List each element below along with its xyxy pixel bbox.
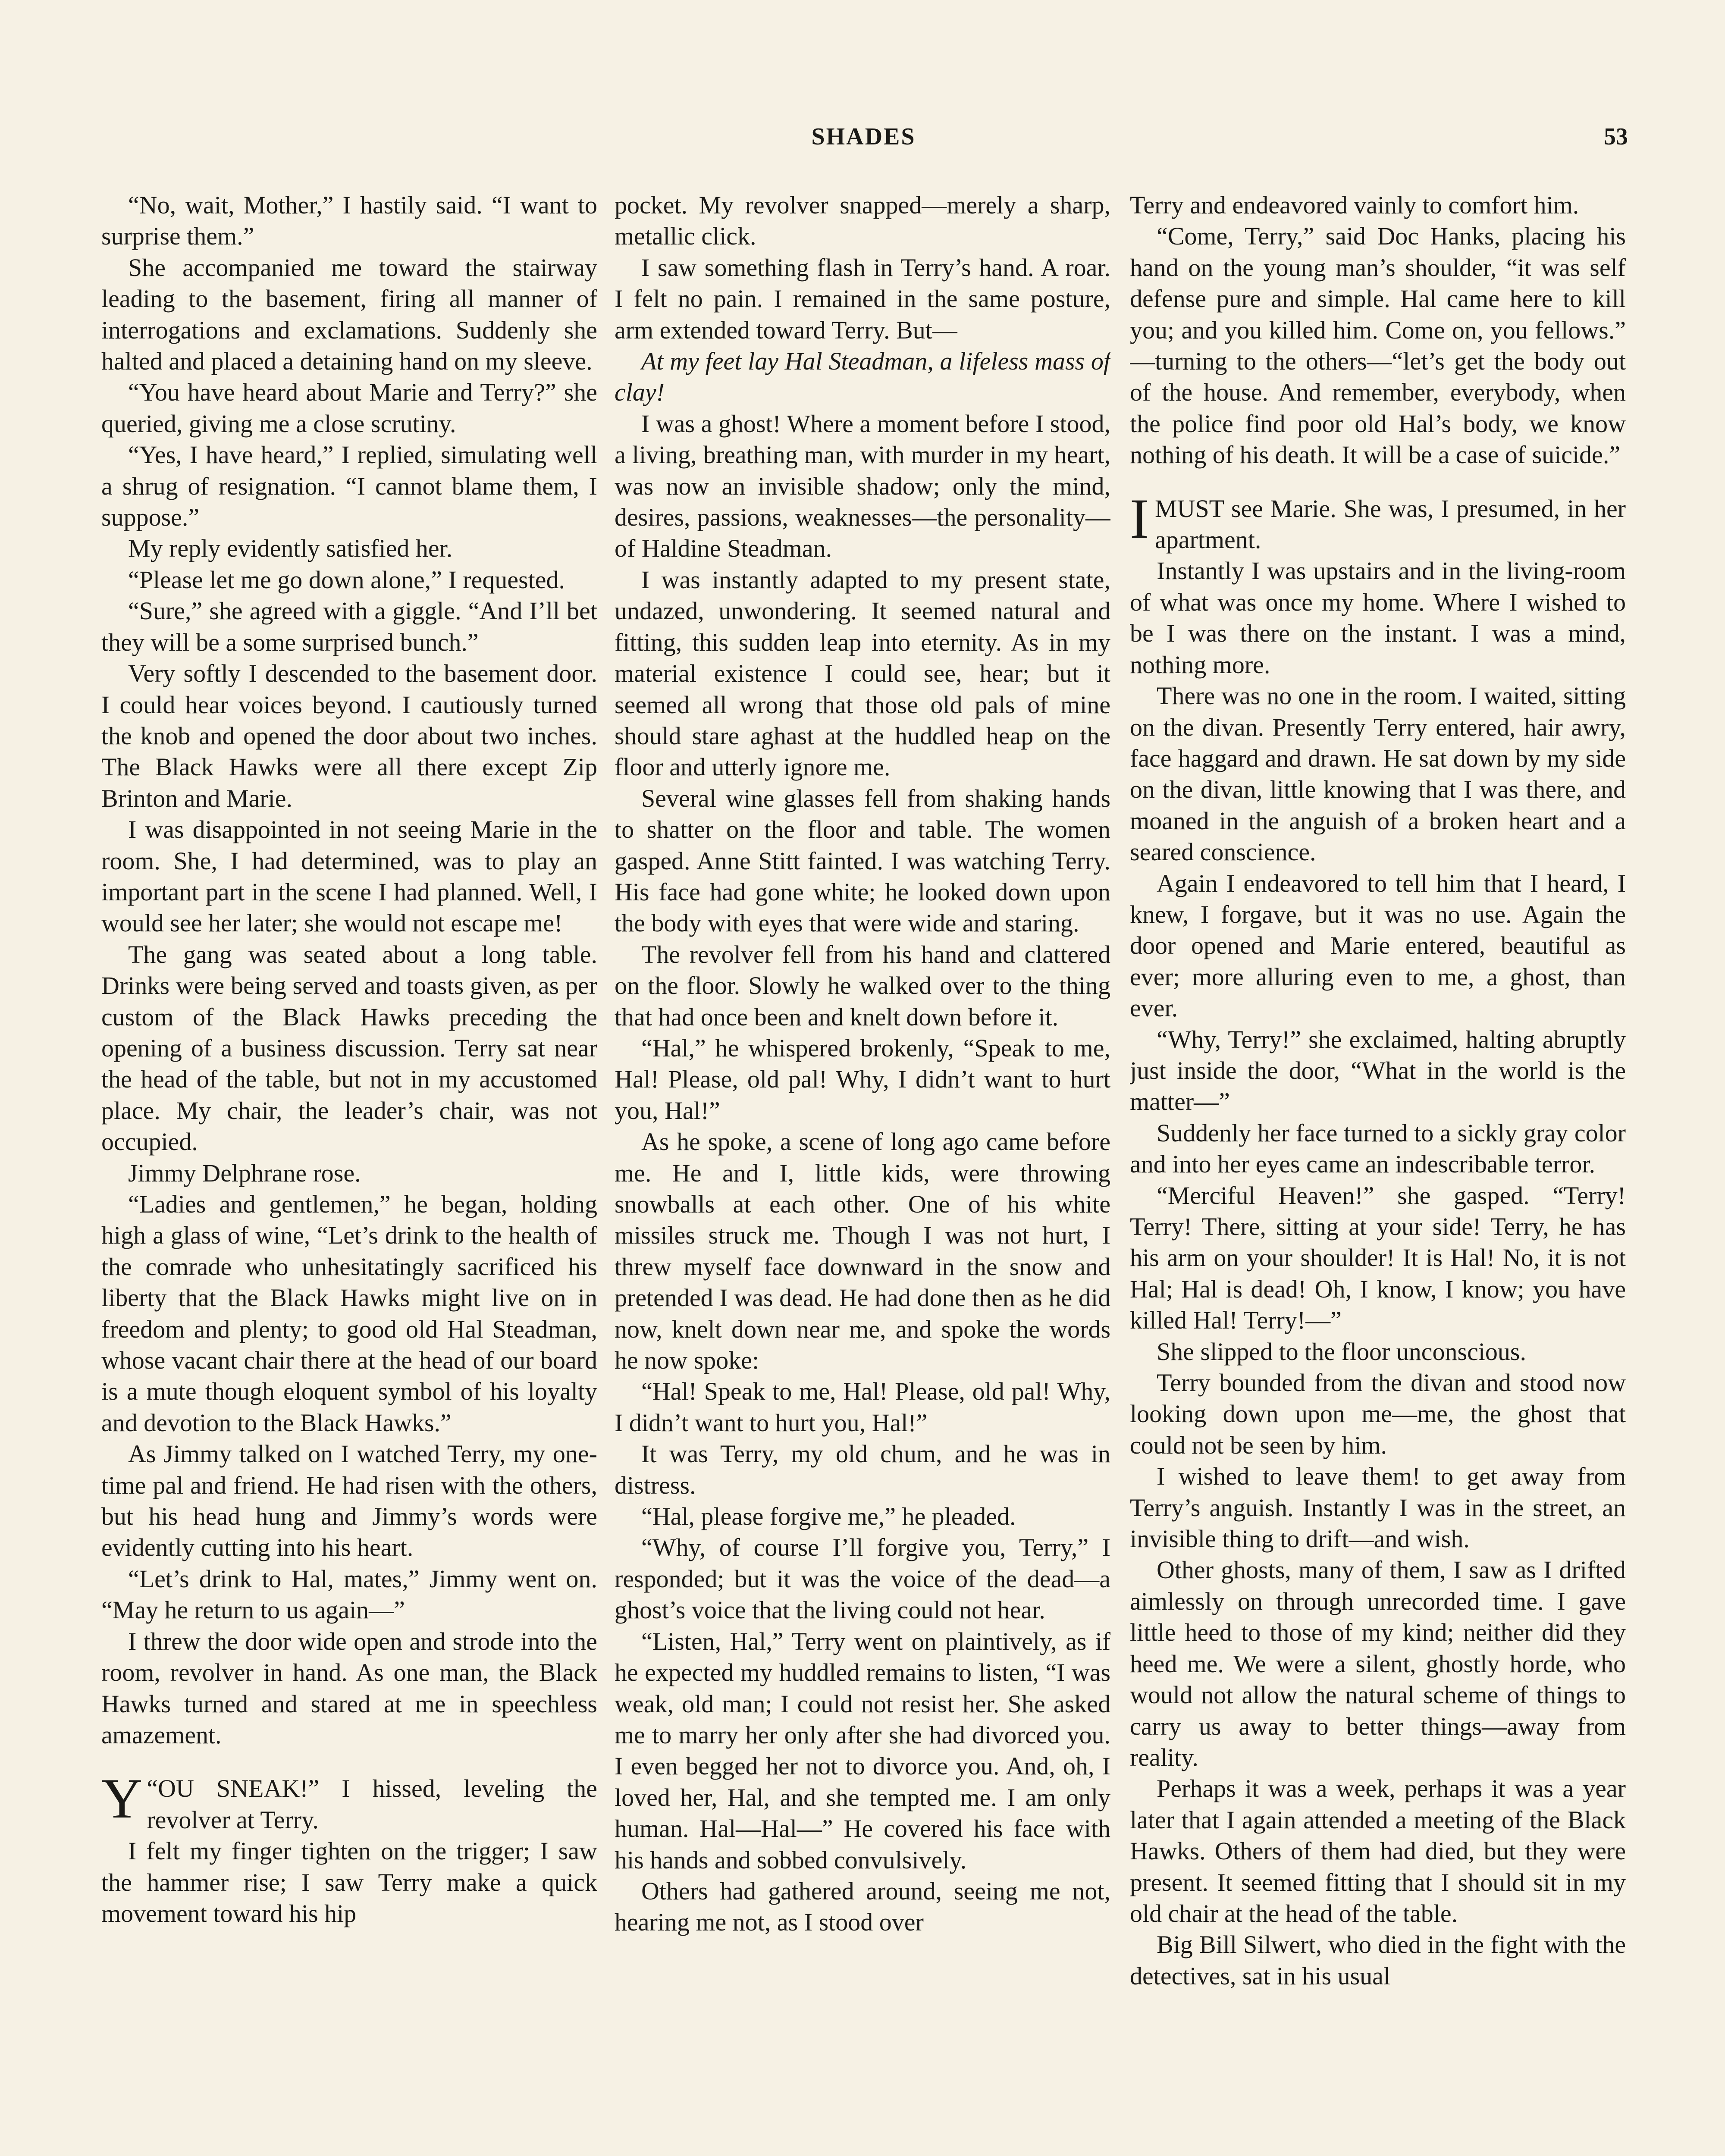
paragraph: I was a ghost! Where a moment before I stood, a living, breathing man, with murder in my heart, was now an invisible shadow; only the mind, desires, passions, weaknesses—the personality—of Haldine Steadman.: [615, 409, 1110, 563]
paragraph: Several wine glasses fell from shaking hands to shatter on the floor and table. The women gasped. Anne Stitt fainted. I was watching Terry. His face had gone white; he looked down upon the body with eyes that were wide and staring.: [615, 784, 1110, 937]
text-column-3: [1130, 190, 1626, 2156]
paragraph: The revolver fell from his hand and clattered on the floor. Slowly he walked over to the thing that had once been and knelt down before it.: [615, 940, 1110, 1031]
paragraph: As Jimmy talked on I watched Terry, my one-time pal and friend. He had risen with the others, but his head hung and Jimmy’s words were evidently cutting into his heart.: [101, 1440, 597, 1562]
paragraph: Perhaps it was a week, perhaps it was a year later that I again attended a meeting of the Black Hawks. Others of them had died, but they were present. It seemed fitting that I should sit in my old chair at the head of the table.: [1130, 1774, 1626, 1927]
paragraph: “Why, Terry!” she exclaimed, halting abruptly just inside the door, “What in the world is the matter—”: [1130, 1025, 1626, 1116]
paragraph: “Sure,” she agreed with a giggle. “And I’ll bet they will be a some surprised bunch.”: [101, 597, 597, 656]
paragraph: She slipped to the floor unconscious.: [1157, 1337, 1527, 1366]
paragraph: There was no one in the room. I waited, sitting on the divan. Presently Terry entered, hair awry, face haggard and drawn. He sat down by my side on the divan, little knowing that I was there, and moaned in the anguish of a broken heart and a seared conscience.: [1130, 682, 1626, 866]
opening-quote: “: [147, 1774, 158, 1803]
paragraph: My reply evidently satisfied her.: [128, 534, 453, 563]
paragraph: Others had gathered around, seeing me not, hearing me not, as I stood over: [615, 1877, 1110, 1937]
paragraph: It was Terry, my old chum, and he was in distress.: [615, 1440, 1110, 1499]
paragraph: I felt my finger tighten on the trigger; I saw the hammer rise; I saw Terry make a quick movement toward his hip: [101, 1837, 597, 1927]
paragraph: “Come, Terry,” said Doc Hanks, placing his hand on the young man’s shoulder, “it was self defense pure and simple. Hal came here to kill you; and you killed him. Come on, you fellows.” —turning to the others—“let’s get the body out of the house. And remember, everybody, when the police find poor old Hal’s body, we know nothing of his death. It will be a case of suicide.”: [1130, 222, 1626, 469]
paragraph: Very softly I descended to the basement door. I could hear voices beyond. I cautiously turned the knob and opened the door about two inches. The Black Hawks were all there except Zip Brinton and Marie.: [101, 659, 597, 812]
paragraph: Instantly I was upstairs and in the living-room of what was once my home. Where I wished to be I was there on the instant. I was a mind, nothing more.: [1130, 557, 1626, 679]
paragraph: I was disappointed in not seeing Marie in the room. She, I had determined, was to play an important part in the scene I had planned. Well, I would see her later; she would not escape me!: [101, 815, 597, 937]
section-opening-paragraph: [1130, 486, 1626, 556]
text-column-1: [101, 190, 597, 2156]
drop-cap: Y: [101, 1767, 143, 1830]
page-header: [99, 123, 1628, 162]
running-head: SHADES: [811, 123, 916, 150]
paragraph-text: MUST see Marie. She was, I presumed, in her apartment.: [1154, 494, 1626, 554]
paragraph: She accompanied me toward the stairway leading to the basement, firing all manner of interrogations and exclamations. Suddenly she halted and placed a detaining hand on my sleeve.: [101, 253, 597, 376]
paragraph: “Hal, please forgive me,” he pleaded.: [641, 1502, 1016, 1531]
paragraph: Again I endeavored to tell him that I heard, I knew, I forgave, but it was no use. Again the door opened and Marie entered, beautiful as ever; more alluring even to me, a ghost, than ever.: [1130, 869, 1626, 1022]
paragraph: I was instantly adapted to my present state, undazed, unwondering. It seemed natural and fitting, this sudden leap into eternity. As in my material existence I could see, hear; but it seemed all wrong that those old pals of mine should stare aghast at the huddled heap on the floor and utterly ignore me.: [615, 565, 1110, 781]
paragraph: I threw the door wide open and strode into the room, revolver in hand. As one man, the Black Hawks turned and stared at me in speechless amazement.: [101, 1627, 597, 1749]
paragraph: “No, wait, Mother,” I hastily said. “I want to surprise them.”: [101, 191, 597, 251]
paragraph: “Let’s drink to Hal, mates,” Jimmy went on. “May he return to us again—”: [101, 1564, 597, 1624]
paragraph: “You have heard about Marie and Terry?” she queried, giving me a close scrutiny.: [101, 378, 597, 438]
paragraph: “Merciful Heaven!” she gasped. “Terry! Terry! There, sitting at your side! Terry, he has his arm on your shoulder! It is Hal! No, it is not Hal; Hal is dead! Oh, I know, I know; you have killed Hal! Terry!—”: [1130, 1181, 1626, 1335]
paragraph: Jimmy Delphrane rose.: [128, 1159, 361, 1187]
paragraph: “Listen, Hal,” Terry went on plaintively, as if he expected my huddled remains to listen, “I was weak, old man; I could not resist her. She asked me to marry her only after she had divorced you. I even begged her not to divorce you. And, oh, I loved her, Hal, and she tempted me. I am only human. Hal—Hal—” He covered his face with his hands and sobbed convulsively.: [615, 1627, 1110, 1874]
paragraph: I wished to leave them! to get away from Terry’s anguish. Instantly I was in the street, an invisible thing to drift—and wish.: [1130, 1462, 1626, 1553]
paragraph: “Please let me go down alone,” I requested.: [128, 565, 565, 594]
paragraph: “Why, of course I’ll forgive you, Terry,” I responded; but it was the voice of the dead—a ghost’s voice that the living could not hear.: [615, 1533, 1110, 1624]
paragraph: I saw something flash in Terry’s hand. A roar. I felt no pain. I remained in the same posture, arm extended toward Terry. But—: [615, 253, 1110, 344]
paragraph: As he spoke, a scene of long ago came before me. He and I, little kids, were throwing snowballs at each other. One of his white missiles struck me. Though I was not hurt, I threw myself face downward in the snow and pretended I was dead. He had done then as he did now, knelt down near me, and spoke the words he now spoke:: [615, 1128, 1110, 1375]
page-number: 53: [1604, 123, 1628, 150]
paragraph: Big Bill Silwert, who died in the fight with the detectives, sat in his usual: [1130, 1930, 1626, 1990]
paragraph: “Ladies and gentlemen,” he began, holding high a glass of wine, “Let’s drink to the health of the comrade who unhesitatingly sacrificed his liberty that the Black Hawks might live on in freedom and plenty; to good old Hal Steadman, whose vacant chair there at the head of our board is a mute though eloquent symbol of his loyalty and devotion to the Black Hawks.”: [101, 1190, 597, 1437]
paragraph-italic: At my feet lay Hal Steadman, a lifeless mass of clay!: [615, 347, 1110, 407]
paragraph: Suddenly her face turned to a sickly gray color and into her eyes came an indescribable terror.: [1130, 1119, 1626, 1178]
paragraph-continued: Terry and endeavored vainly to comfort him.: [1130, 191, 1579, 219]
paragraph-text: OU SNEAK!” I hissed, leveling the revolver at Terry.: [147, 1774, 597, 1834]
drop-cap: I: [1130, 486, 1149, 550]
paragraph: The gang was seated about a long table. Drinks were being served and toasts given, as per custom of the Black Hawks preceding the opening of a business discussion. Terry sat near the head of the table, but not in my accustomed place. My chair, the leader’s chair, was not occupied.: [101, 940, 597, 1156]
paragraph-continued: pocket. My revolver snapped—merely a sharp, metallic click.: [615, 191, 1110, 251]
paragraph: “Yes, I have heard,” I replied, simulating well a shrug of resignation. “I cannot blame them, I suppose.”: [101, 441, 597, 532]
paragraph: Other ghosts, many of them, I saw as I drifted aimlessly on through unrecorded time. I gave little heed to those of my kind; neither did they heed me. We were a silent, ghostly horde, who would not allow the natural scheme of things to carry us away to better things—away from reality.: [1130, 1556, 1626, 1771]
paragraph: “Hal,” he whispered brokenly, “Speak to me, Hal! Please, old pal! Why, I didn’t want to hurt you, Hal!”: [615, 1034, 1110, 1125]
paragraph: “Hal! Speak to me, Hal! Please, old pal! Why, I didn’t want to hurt you, Hal!”: [615, 1377, 1110, 1437]
section-opening-paragraph: [101, 1767, 597, 1836]
text-column-2: [615, 190, 1110, 2156]
paragraph: Terry bounded from the divan and stood now looking down upon me—me, the ghost that could not be seen by him.: [1130, 1369, 1626, 1459]
